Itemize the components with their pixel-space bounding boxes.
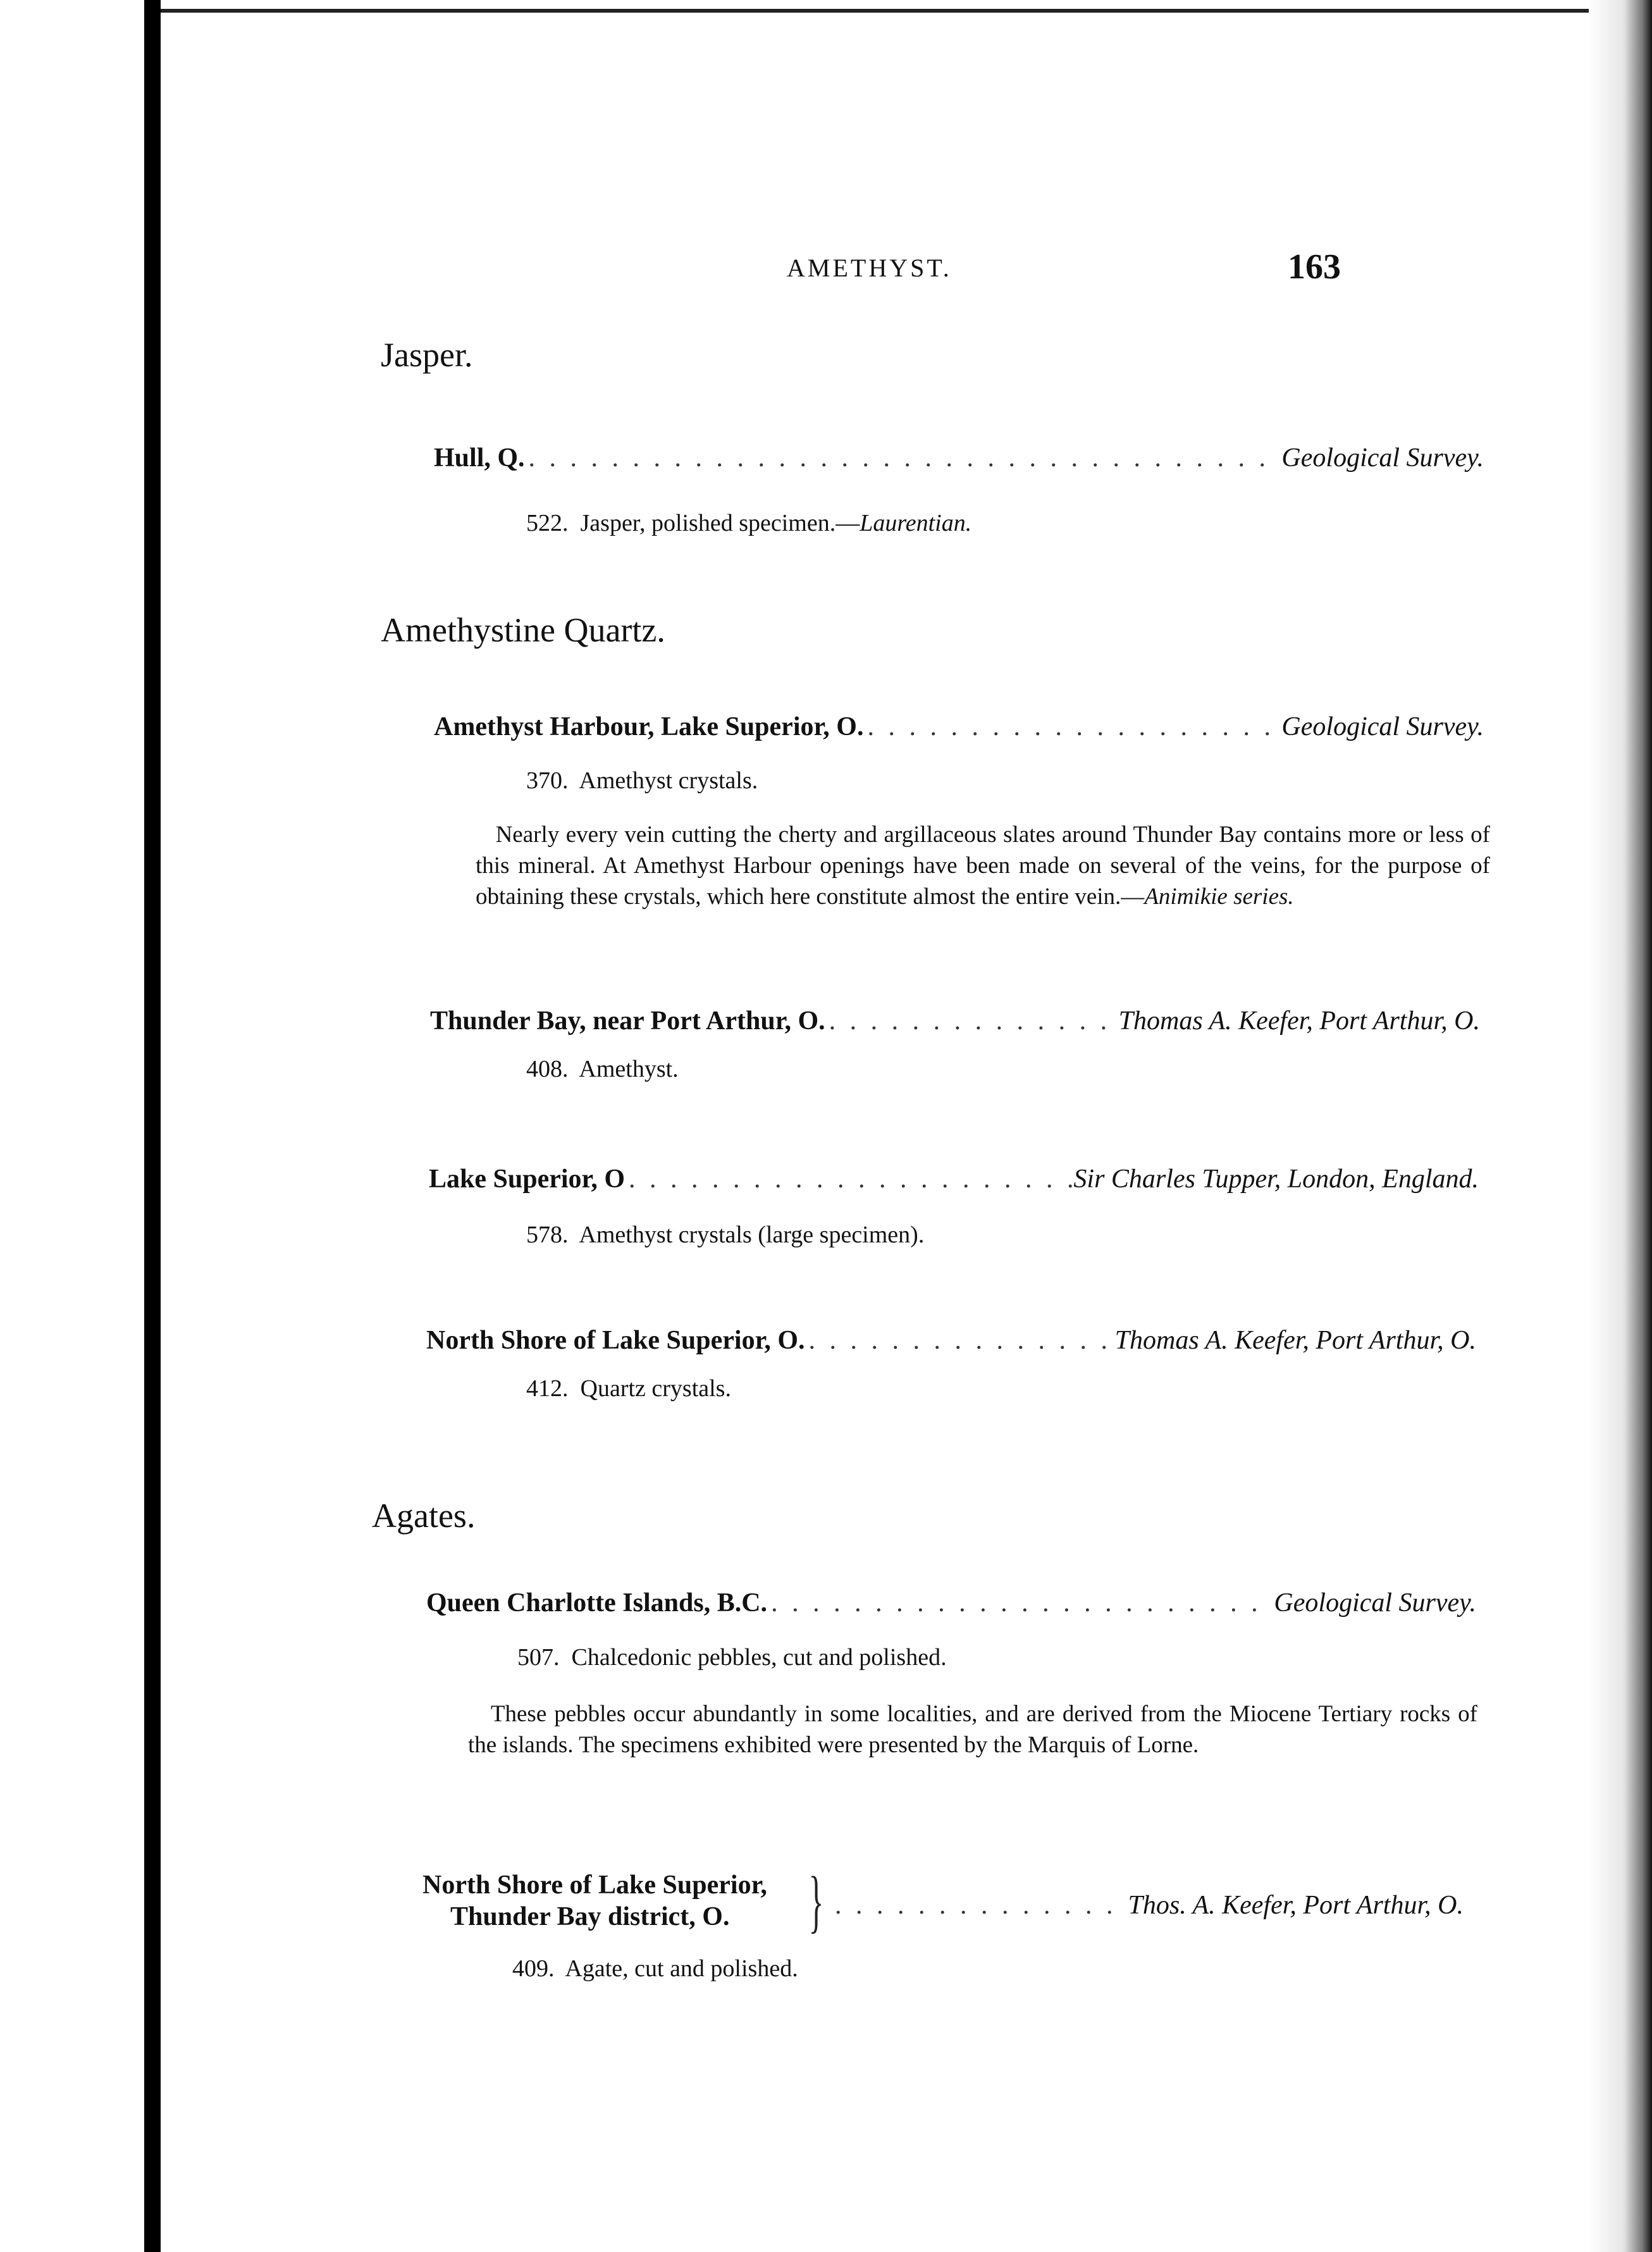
specimen-item: 522. Jasper, polished specimen.—Laurentian. [526,510,972,536]
entry-north-shore-thunder-bay [422,1869,767,1933]
entry-source: Geological Survey. [1281,443,1484,473]
leader-dots [625,1164,1073,1194]
facing-page-edge [0,0,144,2252]
entry-source: Thomas A. Keefer, Port Arthur, O. [1114,1326,1476,1355]
entry-hull [434,443,1484,473]
binding-gutter [144,0,161,2252]
specimen-item: 409. Agate, cut and polished. [512,1955,798,1982]
page-top-edge [161,9,1614,13]
specimen-item: 412. Quartz crystals. [526,1375,731,1402]
leader-dots [863,712,1281,742]
entry-lake-superior [429,1164,1479,1194]
entry-locality-line2: Thunder Bay district, O. [450,1902,730,1931]
running-title: AMETHYST. [787,254,952,282]
specimen-item: 578. Amethyst crystals (large specimen). [526,1222,925,1248]
entry-north-shore [426,1325,1476,1356]
leader-dots [805,1325,1115,1356]
entry-locality: Amethyst Harbour, Lake Superior, O. [434,712,864,741]
leader-dots [831,1890,1128,1921]
section-heading-jasper: Jasper. [381,336,473,374]
section-heading-agates: Agates. [372,1497,476,1535]
page-number: 163 [1288,247,1341,287]
leader-dots [825,1006,1119,1036]
entry-locality-line1: North Shore of Lake Superior, [422,1871,767,1900]
specimen-item: 408. Amethyst. [526,1056,679,1082]
book-page [161,0,1652,2252]
entry-locality: Thunder Bay, near Port Arthur, O. [430,1006,825,1036]
curly-brace: } [808,1862,824,1940]
leader-dots [767,1588,1274,1618]
entry-locality: Hull, Q. [434,443,525,473]
section-heading-amethystine-quartz: Amethystine Quartz. [381,611,665,649]
entry-source: Thomas A. Keefer, Port Arthur, O. [1118,1006,1480,1036]
page-right-edge [1589,0,1652,2252]
entry-locality: North Shore of Lake Superior, O. [426,1326,805,1355]
entry-source: Thos. A. Keefer, Port Arthur, O. [1128,1891,1464,1920]
descriptive-note: These pebbles occur abundantly in some localities, and are derived from the Miocene Tertiary rocks of the islands. The specimens exhibited were presented by the Marquis of Lorne. [468,1701,1477,1758]
leader-dots [525,443,1282,473]
entry-queen-charlotte [426,1588,1476,1618]
specimen-item: 507. Chalcedonic pebbles, cut and polished. [517,1644,947,1671]
entry-amethyst-harbour [434,712,1484,742]
entry-locality: Lake Superior, O [429,1165,625,1194]
entry-source: Geological Survey. [1274,1588,1476,1618]
descriptive-note: Nearly every vein cutting the cherty and argillaceous slates around Thunder Bay contains more or less of this mineral. At Amethyst Harbour openings have been made on several of the veins, for the purpose of obtaining these crystals, which here constitute almost the entire vein.—Animikie series. [476,822,1491,910]
entry-source: Sir Charles Tupper, London, England. [1073,1165,1479,1194]
entry-source-row [831,1890,1464,1921]
entry-locality: Queen Charlotte Islands, B.C. [426,1588,768,1618]
entry-thunder-bay [430,1006,1480,1036]
entry-source: Geological Survey. [1281,712,1484,741]
specimen-item: 370. Amethyst crystals. [526,767,758,794]
